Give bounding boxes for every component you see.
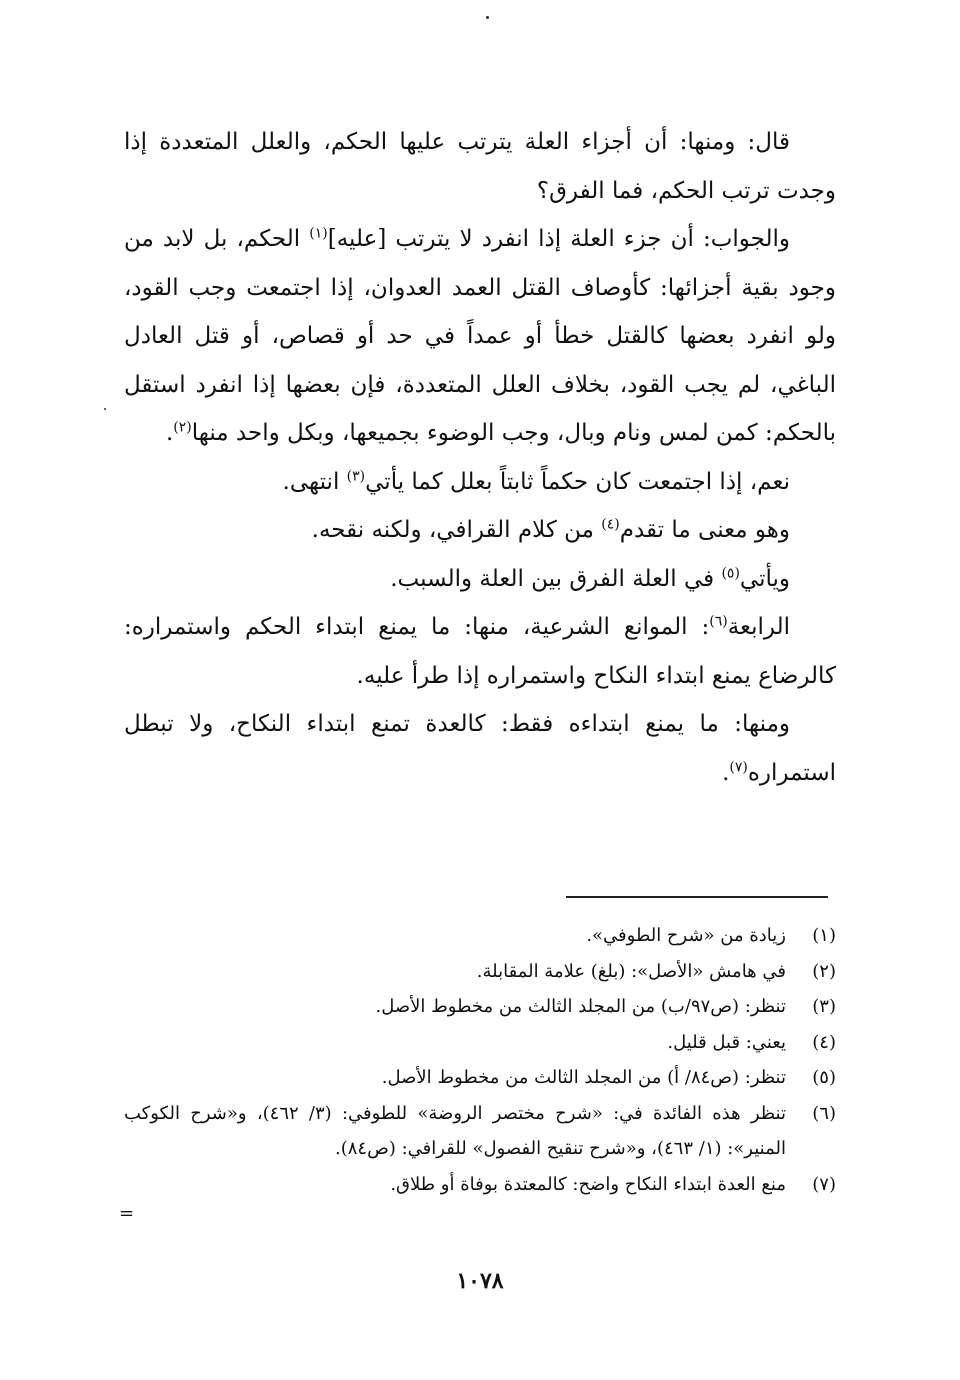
- main-text: [124, 118, 836, 797]
- footnote-1: [124, 918, 836, 954]
- paragraph-5-text-b: في العلة الفرق بين العلة والسبب.: [390, 565, 722, 592]
- paragraph-2-text-c: .: [165, 420, 174, 446]
- footnotes: [124, 918, 836, 1202]
- paragraph-2-text-b: الحكم، بل لابد من وجود بقية أجزائها: كأوصاف القتل العمد العدوان، إذا اجتمعت وجب القود، ولو انفرد بعضها كالقتل خطأ أو عمداً في حد أو قصاص، أو قتل العادل الباغي، لم يجب القود، بخلاف العلل المتعددة، فإن بعضها إذا انفرد استقل بالحكم: كمن لمس ونام وبال، وجب الوضوء بجميعها، وبكل واحد منها: [124, 226, 836, 446]
- footnote-text: في هامش «الأصل»: (بلغ) علامة المقابلة.: [476, 960, 786, 982]
- paragraph-1: [124, 118, 836, 215]
- footnote-ref-6: (٦): [709, 613, 728, 630]
- footnote-text: تنظر: (ص٨٤/ أ) من المجلد الثالث من مخطوط الأصل.: [381, 1067, 786, 1088]
- footnote-number: (٣): [812, 996, 836, 1017]
- footnote-number: (٥): [812, 1067, 836, 1088]
- footnote-2: [124, 954, 836, 990]
- footnote-separator: [566, 896, 828, 898]
- footnote-number: (٤): [812, 1031, 836, 1053]
- paragraph-6: [124, 603, 836, 700]
- paragraph-7: [124, 700, 836, 797]
- footnote-ref-3: (٣): [346, 467, 366, 484]
- paragraph-3-text-a: نعم، إذا اجتمعت كان حكماً ثابتاً بعلل كما يأتي: [365, 468, 790, 495]
- paragraph-4-text-a: وهو معنى ما تقدم: [619, 517, 790, 543]
- paragraph-6-text-b: : الموانع الشرعية، منها: ما يمنع ابتداء الحكم واستمراره: كالرضاع يمنع ابتداء النكاح واستمراره إذا طرأ عليه.: [124, 614, 836, 689]
- footnote-text: يعني: قبل قليل.: [667, 1031, 786, 1053]
- footnote-5: [124, 1060, 836, 1096]
- top-dot: [486, 16, 489, 19]
- paragraph-5-text-a: ويأتي: [739, 565, 790, 592]
- paragraph-4: [124, 506, 836, 555]
- paragraph-6-text-a: الرابعة: [727, 614, 790, 640]
- footnote-ref-4: (٤): [601, 516, 620, 533]
- footnote-text: تنظر: (ص٩٧/ب) من المجلد الثالث من مخطوط الأصل.: [375, 996, 786, 1017]
- footnote-3: [124, 989, 836, 1025]
- paragraph-2: [124, 215, 836, 458]
- footnote-ref-1: (١): [309, 225, 328, 242]
- footnote-ref-5: (٥): [721, 564, 740, 581]
- footnote-6: [124, 1096, 836, 1167]
- footnote-number: (٧): [812, 1173, 836, 1195]
- continuation-mark: =: [119, 1203, 135, 1224]
- footnote-text: منع العدة ابتداء النكاح واضح: كالمعتدة بوفاة أو طلاق.: [390, 1173, 786, 1195]
- margin-speck: [104, 408, 106, 410]
- footnote-4: [124, 1025, 836, 1061]
- paragraph-4-text-b: من كلام القرافي، ولكنه نقحه.: [311, 517, 602, 543]
- footnote-text: تنظر هذه الفائدة في: «شرح مختصر الروضة» للطوفي: (٣/ ٤٦٢)، و«شرح الكوكب المنير»: (١/ ٤٦٣)، و«شرح تنقيح الفصول» للقرافي: (ص٨٤).: [124, 1102, 786, 1159]
- paragraph-5: [124, 555, 836, 604]
- paragraph-3-text-b: انتهى.: [282, 468, 347, 495]
- paragraph-2-text-a: والجواب: أن جزء العلة إذا انفرد لا يترتب [عليه]: [327, 226, 790, 252]
- paragraph-7-text-b: .: [722, 759, 730, 786]
- footnote-number: (٦): [812, 1102, 836, 1124]
- footnote-ref-2: (٢): [173, 419, 192, 436]
- page-number: ١٠٧٨: [456, 1268, 504, 1294]
- footnote-ref-7: (٧): [729, 758, 748, 775]
- footnote-7: [124, 1167, 836, 1203]
- paragraph-7-text-a: ومنها: ما يمنع ابتداءه فقط: كالعدة تمنع ابتداء النكاح، ولا تبطل استمراره: [124, 711, 836, 786]
- footnote-number: (٢): [812, 960, 836, 982]
- footnote-text: زيادة من «شرح الطوفي».: [586, 925, 786, 946]
- paragraph-1-text: قال: ومنها: أن أجزاء العلة يترتب عليها الحكم، والعلل المتعددة إذا وجدت ترتب الحكم، فما الفرق؟: [124, 129, 836, 204]
- footnote-number: (١): [812, 925, 836, 946]
- paragraph-3: [124, 458, 836, 507]
